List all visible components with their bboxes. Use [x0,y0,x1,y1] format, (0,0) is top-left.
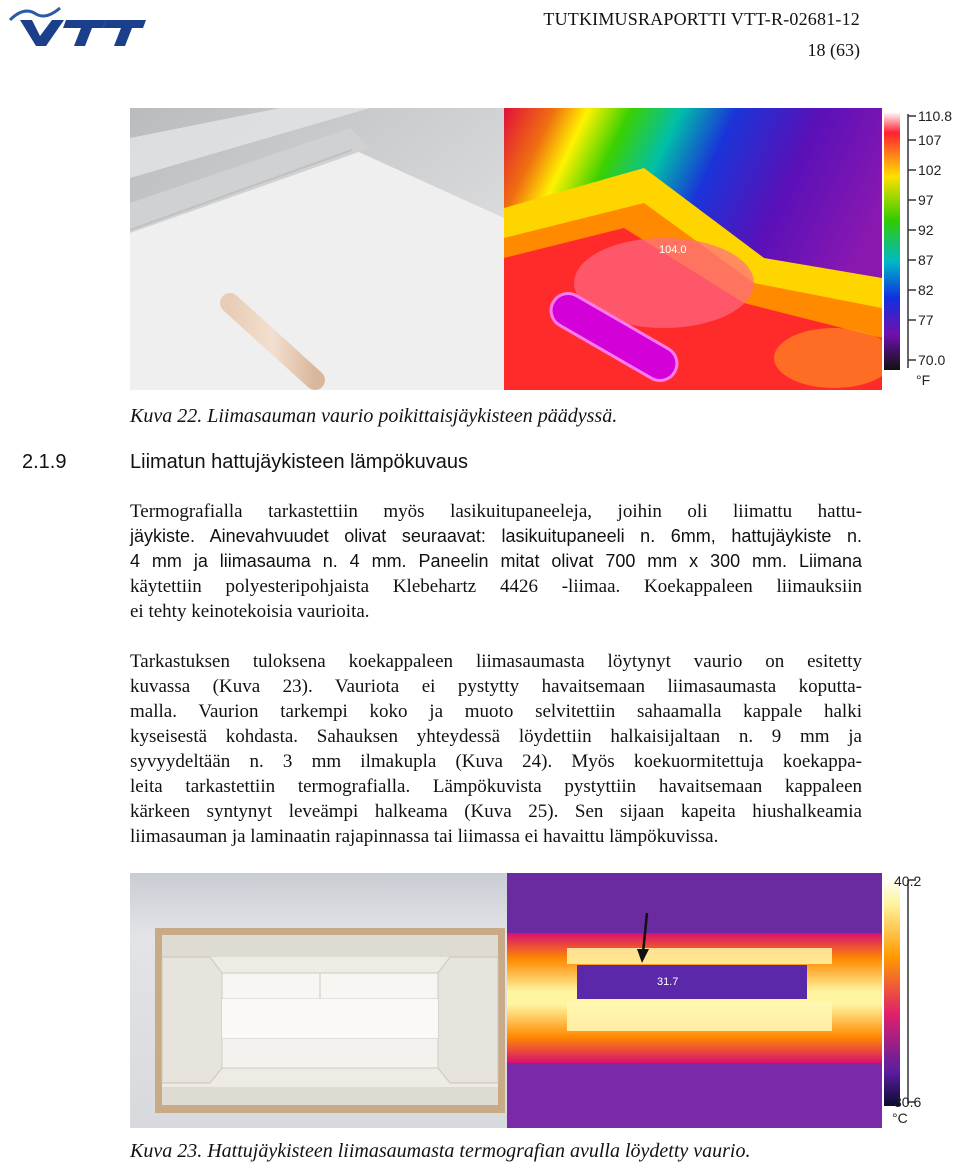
scale-unit: °C [892,1110,908,1126]
section-title: Liimatun hattujäykisteen lämpökuvaus [130,451,468,473]
scale-label: 107 [918,132,942,148]
text-line: kärkeen syntynyt leveämpi halkeama (Kuva 25). Sen sijaan kapeita hiushalkeamia [130,801,862,822]
text-line: ei tehty keinotekoisia vaurioita. [130,601,370,622]
scale-label: 70.0 [918,352,946,368]
scale-label: 87 [918,252,934,268]
text-line: leita tarkastettiin termografialla. Lämpökuvista pystyttiin havaitsemaan kappaleen [130,776,862,797]
figure23-color-scale [882,868,960,1130]
text-line: kyseisestä kohdasta. Sahauksen yhteydessä löydettiin halkaisijaltaan n. 9 mm ja [130,726,862,747]
figure22-color-scale [882,102,960,392]
figure23-thermal-image [507,873,882,1128]
figure23-spot-label: 31.7 [657,976,679,988]
figure22-thermal-image [504,108,882,390]
scale-max-label: 40.2 [894,873,922,889]
text-line: kuvassa (Kuva 23). Vauriota ei pystytty havaitsemaan liimasaumasta koputta- [130,676,862,697]
figure22-spot-label: 104.0 [659,244,687,256]
scale-label: 110.8 [918,108,952,124]
text-line: jäykiste. Ainevahvuudet olivat seuraavat: lasikuitupaneeli n. 6mm, hattujäykiste n. [130,526,862,546]
figure22-caption: Kuva 22. Liimasauman vaurio poikittaisjäykisteen päädyssä. [130,405,618,427]
text-line: liimasauman ja laminaatin rajapinnassa tai liimassa ei havaittu lämpökuvissa. [130,826,719,847]
figure23-photo [130,873,507,1128]
scale-label: 82 [918,282,934,298]
paragraph-1 [130,499,862,624]
scale-min-label: 30.6 [894,1094,922,1110]
vtt-logo [6,2,146,52]
section-number: 2.1.9 [22,451,67,473]
text-line: malla. Vaurion tarkempi koko ja muoto selvitettiin sahaamalla kappale halki [130,701,862,722]
text-line: käytettiin polyesteripohjaista Klebehartz 4426 -liimaa. Koekappaleen liimauksiin [130,576,862,597]
scale-label: 97 [918,192,934,208]
text-line: syvyydeltään n. 3 mm ilmakupla (Kuva 24). Myös koekuormitettuja koekappa- [130,751,862,772]
scale-label: 102 [918,162,942,178]
page-number: 18 (63) [807,40,860,60]
scale-label: 92 [918,222,934,238]
report-id: TUTKIMUSRAPORTTI VTT-R-02681-12 [543,9,860,29]
text-line: Tarkastuksen tuloksena koekappaleen liimasaumasta löytynyt vaurio on esitetty [130,651,862,672]
text-line: Termografialla tarkastettiin myös lasikuitupaneeleja, joihin oli liimattu hattu- [130,501,862,522]
scale-label: 77 [918,312,934,328]
figure22-photo [130,108,504,390]
text-line: 4 mm ja liimasauma n. 4 mm. Paneelin mitat olivat 700 mm x 300 mm. Liimana [130,551,862,571]
paragraph-2 [130,649,862,849]
scale-unit: °F [916,372,931,388]
figure23-caption: Kuva 23. Hattujäykisteen liimasaumasta termografian avulla löydetty vaurio. [130,1140,751,1162]
